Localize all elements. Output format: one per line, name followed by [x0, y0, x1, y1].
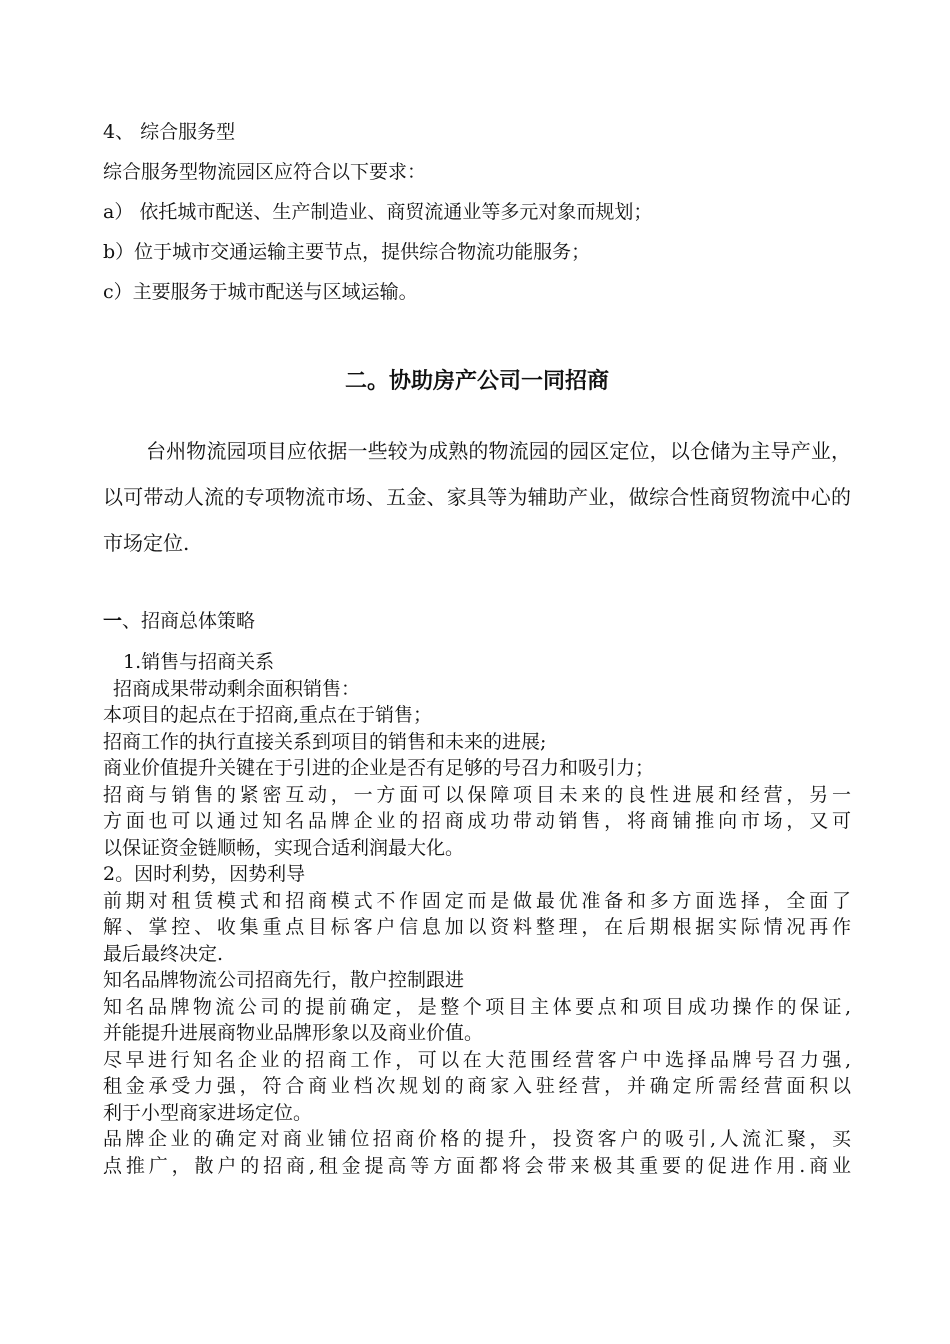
requirement-b: b）位于城市交通运输主要节点，提供综合物流功能服务；	[103, 241, 591, 263]
strategy-heading	[103, 601, 851, 641]
subheading-sales-relation: 1.销售与招商关系	[123, 651, 275, 673]
paragraph-line: 尽早进行知名企业的招商工作，可以在大范围经营客户中选择品牌号召力强,	[103, 1048, 851, 1071]
strategy-heading-mark: 一	[103, 610, 123, 632]
paragraph-line: 知名品牌物流公司的提前确定，是整个项目主体要点和项目成功操作的保证,	[103, 995, 851, 1018]
list-heading: 4、 综合服务型	[103, 121, 236, 143]
paragraph-line: 方面也可以通过知名品牌企业的招商成功带动销售，将商铺推向市场，又可	[103, 810, 851, 832]
list-item: 招商工作的执行直接关系到项目的销售和未来的进展;	[103, 730, 547, 753]
strategy-heading-text: 、招商总体策略	[122, 610, 256, 632]
requirement-intro: 综合服务型物流园区应符合以下要求：	[103, 161, 427, 183]
paragraph-line: 点推广，散户的招商,租金提高等方面都将会带来极其重要的促进作用.商业	[103, 1154, 851, 1177]
paragraph-line: 最后最终决定.	[103, 942, 224, 965]
sales-relation-intro: 招商成果带动剩余面积销售：	[113, 677, 361, 700]
paragraph-line: 利于小型商家进场定位。	[103, 1101, 313, 1124]
brand-first-line: 知名品牌物流公司招商先行，散户控制跟进	[103, 969, 465, 991]
paragraph-line: 前期对租赁模式和招商模式不作固定而是做最优准备和多方面选择，全面了	[103, 889, 851, 912]
paragraph-line: 以保证资金链顺畅，实现合适利润最大化。	[103, 836, 465, 859]
section-heading: 二。协助房产公司一同招商	[344, 369, 609, 394]
strategy-body	[103, 649, 851, 1179]
paragraph-line: 招商与销售的紧密互动，一方面可以保障项目未来的良性进展和经营，另一	[103, 783, 851, 806]
requirement-a: a） 依托城市配送、生产制造业、商贸流通业等多元对象而规划；	[103, 201, 653, 223]
subheading-timing: 2。因时利势，因势利导	[103, 863, 306, 885]
section-service-type	[103, 112, 851, 312]
paragraph-line: 并能提升进展商物业品牌形象以及商业价值。	[103, 1022, 484, 1044]
paragraph-line: 租金承受力强，符合商业档次规划的商家入驻经营，并确定所需经营面积以	[103, 1075, 851, 1097]
list-item: 本项目的起点在于招商,重点在于销售；	[103, 704, 433, 726]
list-item: 商业价值提升关键在于引进的企业是否有足够的号召力和吸引力；	[103, 757, 655, 779]
requirement-c: c）主要服务于城市配送与区域运输。	[103, 281, 418, 303]
intro-paragraph: 台州物流园项目应依据一些较为成熟的物流园的园区定位，以仓储为主导产业，以可带动人流的专项物流市场、五金、家具等为辅助产业，做综合性商贸物流中心的市场定位.	[103, 439, 851, 555]
paragraph-line: 解、掌控、收集重点目标客户信息加以资料整理，在后期根据实际情况再作	[103, 916, 851, 938]
paragraph-line: 品牌企业的确定对商业铺位招商价格的提升，投资客户的吸引,人流汇聚，买	[103, 1128, 851, 1150]
